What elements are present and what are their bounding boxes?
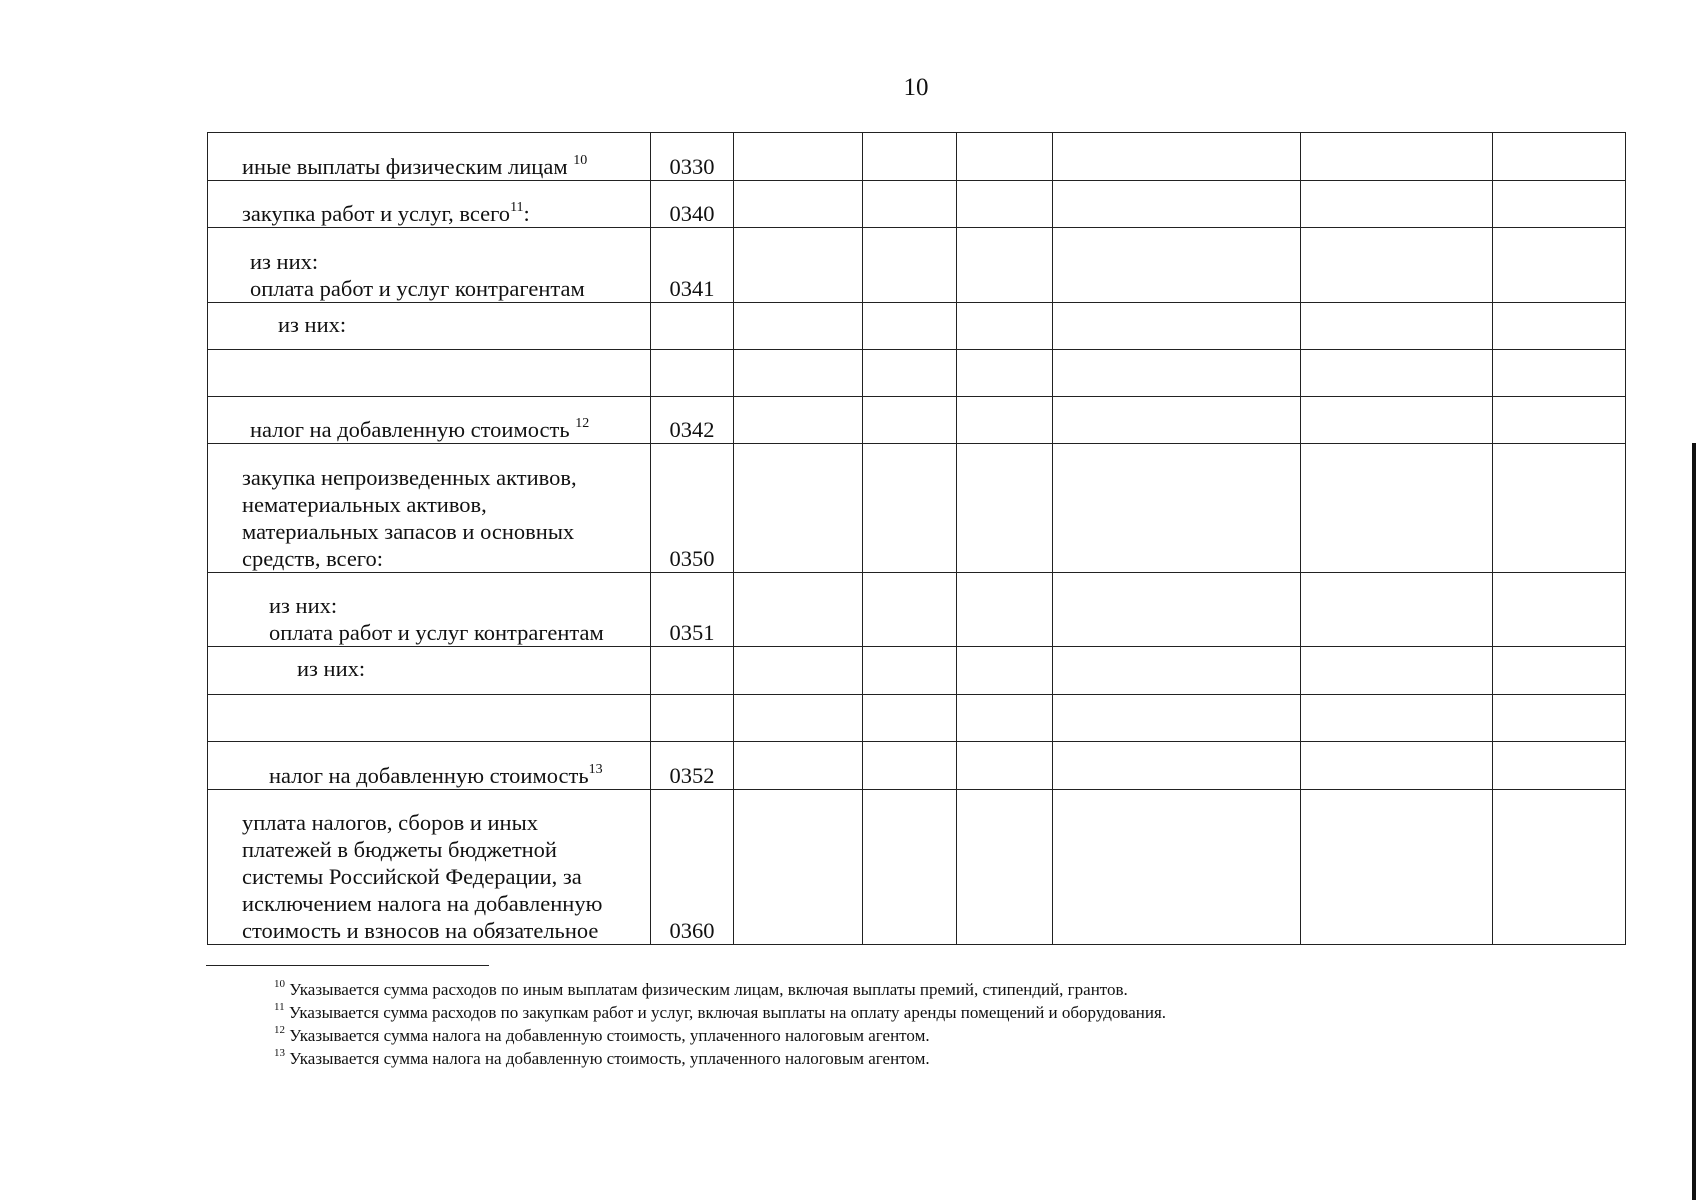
row-label (208, 742, 651, 790)
value-cell (1493, 444, 1626, 573)
footnote-text: Указывается сумма налога на добавленную стоимость, уплаченного налоговым агентом. (285, 1026, 930, 1045)
value-cell (734, 647, 863, 695)
table-row (208, 397, 1626, 444)
value-cell (863, 444, 957, 573)
row-label-main: налог на добавленную стоимость (250, 417, 576, 442)
value-cell (1053, 181, 1301, 228)
value-cell (1053, 228, 1301, 303)
row-code (651, 303, 734, 350)
footnote-number: 10 (274, 978, 285, 991)
value-cell (957, 303, 1053, 350)
value-cell (957, 133, 1053, 181)
footnote-number: 12 (274, 1024, 285, 1037)
row-label-main: закупка работ и услуг, всего (242, 201, 511, 226)
value-cell (1053, 303, 1301, 350)
value-cell (1493, 573, 1626, 647)
value-cell (1301, 228, 1493, 303)
value-cell (1053, 397, 1301, 444)
table-row (208, 573, 1626, 647)
value-cell (863, 350, 957, 397)
footnote (274, 1001, 1166, 1024)
row-label (208, 228, 651, 303)
value-cell (1301, 742, 1493, 790)
value-cell (863, 742, 957, 790)
footnote-ref: 10 (573, 152, 588, 168)
value-cell (1053, 350, 1301, 397)
row-code: 0351 (651, 573, 734, 647)
row-code: 0350 (651, 444, 734, 573)
value-cell (1053, 790, 1301, 945)
value-cell (1053, 444, 1301, 573)
value-cell (863, 695, 957, 742)
value-cell (1301, 573, 1493, 647)
table-row (208, 350, 1626, 397)
value-cell (957, 742, 1053, 790)
value-cell (1301, 133, 1493, 181)
row-label-text (297, 655, 650, 682)
value-cell (1301, 647, 1493, 695)
footnote-number: 11 (274, 1001, 285, 1014)
row-label-text (250, 248, 650, 302)
row-label (208, 695, 651, 742)
row-code (651, 647, 734, 695)
row-label (208, 133, 651, 181)
row-label (208, 647, 651, 695)
value-cell (863, 133, 957, 181)
row-label-text (269, 592, 650, 646)
value-cell (734, 397, 863, 444)
value-cell (1493, 228, 1626, 303)
row-label-suffix: : (523, 201, 530, 226)
value-cell (734, 350, 863, 397)
value-cell (1053, 742, 1301, 790)
value-cell (863, 181, 957, 228)
table-row (208, 647, 1626, 695)
value-cell (957, 350, 1053, 397)
row-label-main: уплата налогов, сборов и иных платежей в бюджеты бюджетной системы Российской Федерации, за исключением налога на добавленную стоимость и взносов на обязательное (242, 810, 603, 943)
value-cell (1493, 133, 1626, 181)
value-cell (734, 303, 863, 350)
row-label-main: закупка непроизведенных активов, нематериальных активов, материальных запасов и основных средств, всего: (242, 465, 577, 571)
value-cell (957, 228, 1053, 303)
value-cell (863, 790, 957, 945)
footnote-text: Указывается сумма налога на добавленную стоимость, уплаченного налоговым агентом. (285, 1049, 930, 1068)
value-cell (863, 303, 957, 350)
value-cell (863, 573, 957, 647)
table-row (208, 444, 1626, 573)
value-cell (1301, 397, 1493, 444)
value-cell (1493, 397, 1626, 444)
value-cell (734, 573, 863, 647)
row-label-main: иные выплаты физическим лицам (242, 154, 574, 179)
value-cell (1493, 742, 1626, 790)
value-cell (1493, 790, 1626, 945)
row-code: 0340 (651, 181, 734, 228)
row-label-text (242, 153, 650, 180)
value-cell (957, 647, 1053, 695)
row-code: 0341 (651, 228, 734, 303)
value-cell (734, 444, 863, 573)
value-cell (1053, 573, 1301, 647)
value-cell (1053, 695, 1301, 742)
value-cell (734, 133, 863, 181)
value-cell (1053, 133, 1301, 181)
row-label (208, 790, 651, 945)
row-code: 0330 (651, 133, 734, 181)
footnote (274, 1047, 1166, 1070)
row-code (651, 350, 734, 397)
row-label (208, 350, 651, 397)
footnote-text: Указывается сумма расходов по закупкам работ и услуг, включая выплаты на оплату аренды помещений и оборудования. (284, 1003, 1167, 1022)
row-label (208, 397, 651, 444)
row-label-main: из них: (278, 312, 347, 337)
table-row (208, 181, 1626, 228)
value-cell (1493, 647, 1626, 695)
value-cell (957, 397, 1053, 444)
table-row (208, 742, 1626, 790)
footnote-ref: 13 (588, 761, 603, 777)
row-code: 0352 (651, 742, 734, 790)
row-label-text (250, 416, 650, 443)
table-row (208, 228, 1626, 303)
value-cell (734, 742, 863, 790)
value-cell (1493, 350, 1626, 397)
table-row (208, 790, 1626, 945)
value-cell (863, 228, 957, 303)
value-cell (734, 790, 863, 945)
value-cell (734, 695, 863, 742)
footnote-ref: 11 (510, 199, 524, 215)
scan-edge-mark (1692, 443, 1696, 1200)
value-cell (957, 444, 1053, 573)
value-cell (1301, 181, 1493, 228)
value-cell (1301, 444, 1493, 573)
row-label-text (242, 200, 650, 227)
footnote-separator (206, 965, 489, 966)
page-number: 10 (903, 74, 929, 101)
footnote (274, 1024, 1166, 1047)
value-cell (957, 695, 1053, 742)
row-label (208, 303, 651, 350)
value-cell (1301, 350, 1493, 397)
row-label-text (242, 464, 650, 572)
row-label-main: из них: оплата работ и услуг контрагентам (250, 249, 585, 301)
value-cell (1053, 647, 1301, 695)
row-label-main: из них: оплата работ и услуг контрагентам (269, 593, 604, 645)
value-cell (1493, 695, 1626, 742)
value-cell (1301, 790, 1493, 945)
row-label-text (242, 809, 650, 944)
row-label-text (269, 762, 650, 789)
expenses-table (207, 132, 1626, 945)
row-label (208, 444, 651, 573)
row-label-main: из них: (297, 656, 366, 681)
value-cell (1301, 303, 1493, 350)
value-cell (957, 573, 1053, 647)
row-label-text (278, 311, 650, 338)
row-code (651, 695, 734, 742)
footnotes (274, 978, 1166, 1070)
value-cell (863, 397, 957, 444)
footnote (274, 978, 1166, 1001)
footnote-text: Указывается сумма расходов по иным выплатам физическим лицам, включая выплаты премий, стипендий, грантов. (285, 980, 1128, 999)
value-cell (957, 181, 1053, 228)
row-code: 0342 (651, 397, 734, 444)
value-cell (1493, 181, 1626, 228)
value-cell (734, 228, 863, 303)
row-label-main: налог на добавленную стоимость (269, 763, 589, 788)
table-row (208, 303, 1626, 350)
table-row (208, 133, 1626, 181)
value-cell (863, 647, 957, 695)
value-cell (1493, 303, 1626, 350)
row-label (208, 181, 651, 228)
footnote-ref: 12 (575, 415, 590, 431)
value-cell (957, 790, 1053, 945)
row-label (208, 573, 651, 647)
row-code: 0360 (651, 790, 734, 945)
footnote-number: 13 (274, 1047, 285, 1060)
value-cell (1301, 695, 1493, 742)
table-row (208, 695, 1626, 742)
value-cell (734, 181, 863, 228)
